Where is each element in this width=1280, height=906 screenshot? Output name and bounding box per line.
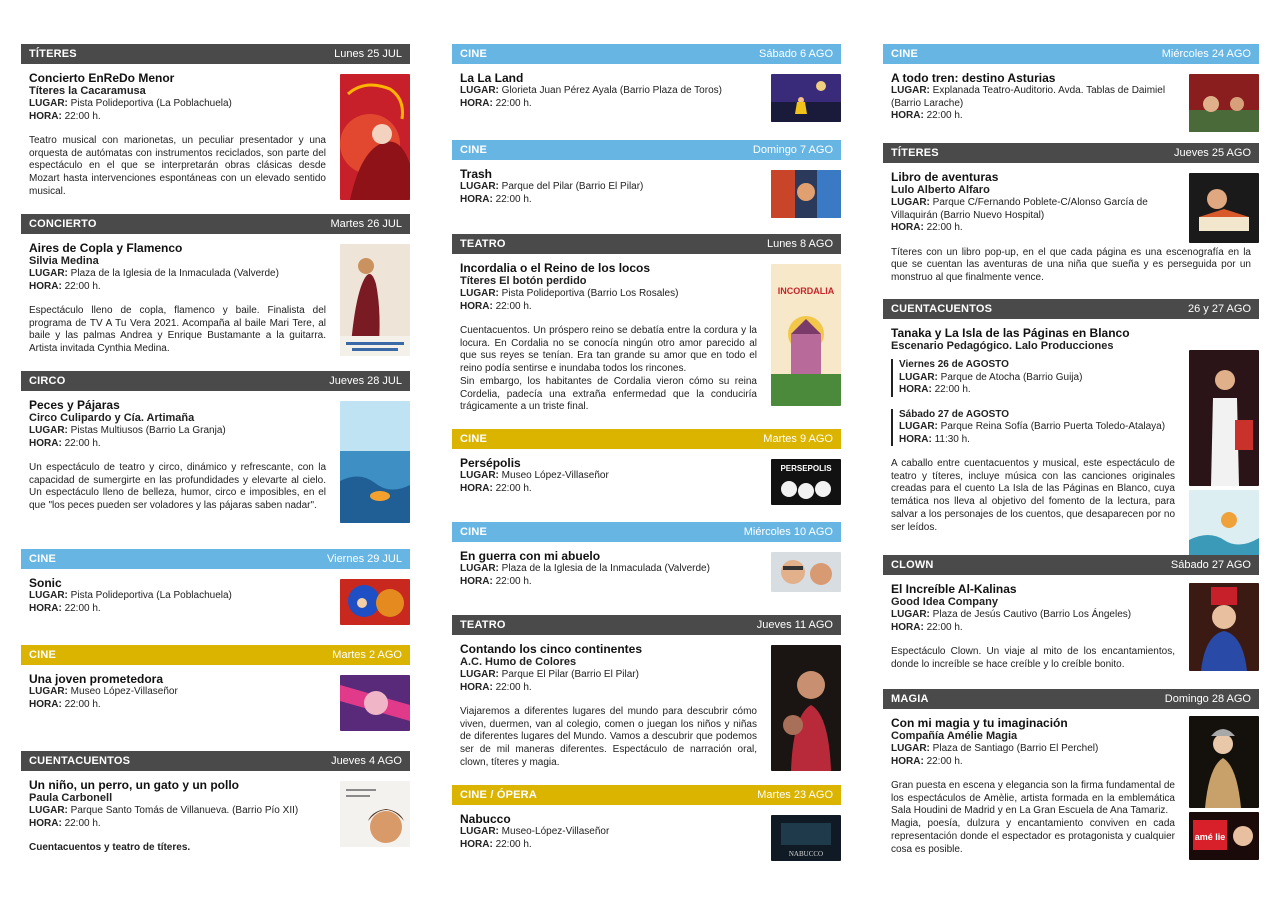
event-title: Con mi magia y tu imaginación [891, 716, 1068, 730]
venue-label: LUGAR: [29, 590, 68, 601]
event-category: CINE [460, 144, 488, 156]
event-subtitle: A.C. Humo de Colores [460, 656, 577, 668]
event-header [883, 44, 1259, 64]
event-venue: Pistas Multiusos (Barrio La Granja) [70, 425, 226, 436]
event-subtitle: Good Idea Company [891, 596, 998, 608]
event-description: Un espectáculo de teatro y circo, dinámico y refrescante, con la capacidad de sumergirte en las profundidades y elevarte al cielo. Un espectáculo lleno de belleza, humor, circo e imposibles, en el que "los peces pueden ser voladores y las pájaras saben nadar". [29, 462, 326, 512]
event-poster [771, 645, 841, 771]
time-label: HORA: [899, 433, 932, 445]
venue-label: LUGAR: [29, 425, 68, 436]
event-time: 22:00 h. [64, 698, 101, 710]
event-title: Libro de aventuras [891, 170, 999, 184]
time-label: HORA: [29, 437, 62, 449]
event-description: Espectáculo lleno de copla, flamenco y baile. Finalista del programa de TV A Tu Vera 2021. Acompaña al baile Mari Tere, al baile y las palmas Andrea y Enrique Bustamante a la guitarra. Artista invitada Cynthia Medina. [29, 305, 326, 355]
venue-label: LUGAR: [460, 669, 499, 680]
time-label: HORA: [891, 110, 924, 121]
event-time: 22:00 h. [926, 755, 963, 767]
event-sonic [21, 549, 410, 615]
session-day: Sábado 27 de AGOSTO [899, 408, 1010, 420]
event-category: CINE / ÓPERA [460, 789, 537, 801]
time-label: HORA: [460, 300, 493, 312]
event-poster [340, 781, 410, 847]
event-header [452, 140, 841, 160]
event-title: Una joven prometedora [29, 672, 164, 686]
venue-label: LUGAR: [460, 288, 499, 299]
event-poster [771, 264, 841, 406]
event-date: Jueves 4 AGO [331, 755, 402, 767]
event-contando-los-cinco-continentes [452, 615, 841, 770]
time-label: HORA: [460, 97, 493, 109]
event-poster [340, 74, 410, 200]
event-concierto-enredo-menor [21, 44, 410, 199]
time-label: HORA: [891, 222, 924, 233]
event-title: Trash [460, 167, 493, 181]
event-header [21, 549, 410, 569]
event-date: Martes 26 JUL [330, 218, 402, 230]
event-poster [771, 552, 841, 592]
event-poster [771, 815, 841, 861]
event-time: 22:00 h. [926, 621, 963, 633]
poster-title: NABUCCO [788, 850, 824, 858]
event-header [21, 751, 410, 771]
event-poster [771, 459, 841, 505]
event-subtitle: Silvia Medina [29, 255, 99, 267]
time-label: HORA: [29, 698, 62, 710]
time-label: HORA: [891, 621, 924, 633]
event-title: Contando los cinco continentes [460, 642, 643, 656]
event-header [21, 371, 410, 391]
event-time: 22:00 h. [64, 437, 101, 449]
poster-title: INCORDALIA [777, 286, 835, 296]
event-venue: Plaza de Santiago (Barrio El Perchel) [932, 743, 1099, 754]
event-venue: Museo López-Villaseñor [501, 470, 609, 481]
event-date: Viernes 29 JUL [326, 553, 402, 565]
event-header [452, 44, 841, 64]
event-la-la-land [452, 44, 841, 110]
event-tanaka [883, 299, 1259, 534]
event-poster [771, 170, 841, 218]
venue-label: LUGAR: [891, 609, 930, 620]
event-title: Nabucco [460, 812, 511, 826]
session-time: 22:00 h. [934, 384, 971, 395]
event-venue: Museo López-Villaseñor [70, 686, 178, 697]
event-poster [1189, 716, 1259, 808]
event-title: Peces y Pájaras [29, 398, 120, 412]
event-time: 22:00 h. [926, 222, 963, 233]
event-category: MAGIA [891, 693, 929, 705]
time-label: HORA: [460, 575, 493, 587]
event-description: Cuentacuentos y teatro de títeres. [29, 842, 191, 853]
event-date: Jueves 25 AGO [1173, 147, 1251, 159]
event-venue: Parque del Pilar (Barrio El Pilar) [501, 181, 644, 192]
event-incordalia [452, 234, 841, 414]
time-label: HORA: [29, 602, 62, 614]
program-column-2 [452, 0, 841, 906]
event-un-nino-un-perro [21, 751, 410, 855]
event-category: CUENTACUENTOS [29, 755, 131, 767]
event-title: Persépolis [460, 456, 521, 470]
event-nabucco [452, 785, 841, 858]
event-subtitle: Paula Carbonell [29, 792, 113, 804]
event-header [452, 785, 841, 805]
poster-title: PERSEPOLIS [780, 464, 832, 473]
event-header [452, 429, 841, 449]
event-venue: Pista Polideportiva (Barrio Los Rosales) [501, 288, 679, 299]
event-header [883, 299, 1259, 319]
event-venue: Museo-López-Villaseñor [501, 826, 610, 837]
venue-label: LUGAR: [29, 686, 68, 697]
event-date: Lunes 8 AGO [766, 238, 833, 250]
event-header [21, 214, 410, 234]
event-description-2: Sin embargo, los habitantes de Cordalia vieron cómo su reina Cordelia, padecía una extraña enfermedad que la conduciría trágicamente a un triste final. [460, 375, 757, 413]
event-category: CINE [891, 48, 919, 60]
event-category: TEATRO [460, 619, 506, 631]
event-header [452, 522, 841, 542]
event-poster [340, 244, 410, 356]
event-description: A caballo entre cuentacuentos y musical, este espectáculo de teatro y títeres, incluye música con las canciones originales creadas para el cuento La Isla de las Páginas en Blanco, cuya temática nos lleva al objetivo del fomento de la lectura, para salvar a los personajes de los cuentos, que desaparecen por no ser leídos. [891, 458, 1175, 533]
event-title: Aires de Copla y Flamenco [29, 241, 183, 255]
event-date: Miércoles 24 AGO [1161, 48, 1251, 60]
event-subtitle: Circo Culipardo y Cía. Artimaña [29, 412, 195, 424]
program-column-3 [883, 0, 1259, 906]
event-time: 22:00 h. [64, 817, 101, 829]
event-libro-de-aventuras [883, 143, 1259, 285]
session-block [891, 359, 1175, 397]
venue-label: LUGAR: [29, 98, 68, 109]
event-date: Martes 23 AGO [757, 789, 833, 801]
event-description: Viajaremos a diferentes lugares del mundo para descubrir cómo viven, duermen, van al colegio, comen o juegan los niños y niñas de diferentes lugares del Mundo. Vamos a descubrir que podemos ser de mil maneras diferentes. Espectáculo de narración oral, clown, títeres y magia. [460, 706, 757, 768]
event-poster-2 [1189, 812, 1259, 860]
event-poster-2 [1189, 490, 1259, 560]
event-category: CINE [460, 526, 488, 538]
event-date: Domingo 7 AGO [752, 144, 833, 156]
event-title: Sonic [29, 576, 62, 590]
session-venue: Parque de Atocha (Barrio Guija) [940, 371, 1083, 383]
event-subtitle: Títeres la Cacaramusa [29, 85, 146, 97]
event-subtitle: Títeres El botón perdido [460, 275, 587, 287]
event-category: CIRCO [29, 375, 66, 387]
session-venue: Parque Reina Sofía (Barrio Puerta Toledo-Atalaya) [940, 421, 1166, 432]
session-time: 11:30 h. [934, 433, 970, 445]
event-title: La La Land [460, 71, 524, 85]
event-title: A todo tren: destino Asturias [891, 71, 1056, 85]
event-time: 22:00 h. [64, 110, 101, 122]
event-aires-de-copla [21, 214, 410, 356]
event-venue: Plaza de Jesús Cautivo (Barrio Los Ángeles) [932, 609, 1132, 620]
time-label: HORA: [460, 482, 493, 494]
venue-label: LUGAR: [891, 743, 930, 754]
event-title: Tanaka y La Isla de las Páginas en Blanco [891, 326, 1130, 340]
event-description: Cuentacuentos. Un próspero reino se debatía entre la cordura y la locura. En Cordalia no se conocía ningún otro amor parecido al que sus reyes se tenían. Era tan grande su amor que en todo el reino podía sentirse e inundaba todos los rincones. [460, 325, 757, 375]
event-category: CINE [460, 48, 488, 60]
event-el-increible-al-kalinas [883, 555, 1259, 671]
event-venue: Plaza de la Iglesia de la Inmaculada (Valverde) [501, 563, 710, 574]
event-title: Incordalia o el Reino de los locos [460, 261, 651, 275]
event-date: Jueves 28 JUL [329, 375, 402, 387]
event-date: Lunes 25 JUL [334, 48, 402, 60]
venue-label: LUGAR: [460, 826, 499, 837]
event-venue: Parque C/Fernando Poblete-C/Alonso García de Villaquirán (Barrio Nuevo Hospital) [891, 197, 1148, 221]
event-poster [340, 401, 410, 523]
event-date: Martes 2 AGO [332, 649, 402, 661]
event-date: Jueves 11 AGO [756, 619, 833, 631]
event-time: 22:00 h. [926, 110, 963, 121]
event-persepolis [452, 429, 841, 495]
event-description: Teatro musical con marionetas, un peculiar presentador y una orquesta de autómatas con instrumentos reciclados, son parte del espectáculo en el que se interpretarán obras clásicas desde Mozart hasta intervenciones espontáneas con un elevado sentido musical. [29, 135, 326, 197]
event-header [452, 234, 841, 254]
session-block [891, 409, 1175, 447]
event-category: TÍTERES [891, 147, 939, 159]
venue-label: LUGAR: [899, 421, 938, 432]
event-time: 22:00 h. [495, 482, 532, 494]
event-poster [340, 579, 410, 625]
event-category: CINE [29, 649, 57, 661]
time-label: HORA: [460, 838, 493, 850]
event-title: Concierto EnReDo Menor [29, 71, 175, 85]
venue-label: LUGAR: [891, 197, 930, 208]
event-time: 22:00 h. [64, 280, 101, 292]
event-venue: Pista Polideportiva (La Poblachuela) [70, 98, 232, 109]
event-en-guerra-con-mi-abuelo [452, 522, 841, 588]
event-category: TÍTERES [29, 48, 77, 60]
event-date: Miércoles 10 AGO [743, 526, 833, 538]
event-poster [1189, 583, 1259, 671]
event-description: Gran puesta en escena y elegancia son la firma fundamental de los espectáculos de Amèlie, artista formada en la emblemática Sala Houdini de Madrid y en La Gran Escuela de Ana Tamariz. [891, 780, 1175, 817]
event-poster [771, 74, 841, 122]
venue-label: LUGAR: [29, 268, 68, 279]
venue-label: LUGAR: [460, 470, 499, 481]
event-subtitle: Lulo Alberto Alfaro [891, 184, 990, 196]
venue-label: LUGAR: [460, 563, 499, 574]
event-venue: Parque Santo Tomás de Villanueva. (Barrio Pío XII) [70, 805, 299, 816]
event-header [452, 615, 841, 635]
time-label: HORA: [899, 384, 932, 395]
event-description: Espectáculo Clown. Un viaje al mito de los encantamientos, donde lo increíble se hace creíble y lo creíble bonito. [891, 646, 1175, 670]
event-venue: Pista Polideportiva (La Poblachuela) [70, 590, 232, 601]
event-header [883, 689, 1259, 709]
time-label: HORA: [29, 110, 62, 122]
time-label: HORA: [460, 681, 493, 693]
event-category: CINE [29, 553, 57, 565]
event-date: Sábado 27 AGO [1170, 559, 1251, 571]
event-time: 22:00 h. [495, 193, 532, 205]
session-day: Viernes 26 de AGOSTO [899, 359, 1009, 370]
event-title: En guerra con mi abuelo [460, 549, 601, 563]
event-category: CUENTACUENTOS [891, 303, 993, 315]
venue-label: LUGAR: [29, 805, 68, 816]
event-venue: Glorieta Juan Pérez Ayala (Barrio Plaza de Toros) [501, 85, 722, 96]
event-title: El Increíble Al-Kalinas [891, 582, 1017, 596]
event-time: 22:00 h. [495, 97, 532, 109]
time-label: HORA: [891, 755, 924, 767]
event-time: 22:00 h. [495, 681, 532, 693]
event-description-2: Magia, poesía, dulzura y encantamiento conviven en cada representación donde el espectador es protagonista y cualquier cosa es posible. [891, 818, 1175, 855]
event-time: 22:00 h. [64, 602, 101, 614]
event-una-joven-prometedora [21, 645, 410, 711]
event-category: TEATRO [460, 238, 506, 250]
event-trash [452, 140, 841, 206]
event-header [883, 143, 1259, 163]
event-a-todo-tren [883, 44, 1259, 123]
event-category: CINE [460, 433, 488, 445]
time-label: HORA: [460, 193, 493, 205]
event-header [21, 44, 410, 64]
event-peces-y-pajaras [21, 371, 410, 513]
event-title: Un niño, un perro, un gato y un pollo [29, 778, 239, 792]
event-date: Martes 9 AGO [763, 433, 833, 445]
program-column-1 [21, 0, 410, 906]
event-header [883, 555, 1259, 575]
event-category: CONCIERTO [29, 218, 97, 230]
venue-label: LUGAR: [460, 85, 499, 96]
event-venue: Parque El Pilar (Barrio El Pilar) [501, 669, 639, 680]
time-label: HORA: [29, 280, 62, 292]
event-date: Sábado 6 AGO [759, 48, 833, 60]
event-date: Domingo 28 AGO [1164, 693, 1251, 705]
event-time: 22:00 h. [495, 300, 532, 312]
poster-title: amé lie [1194, 832, 1226, 842]
event-subtitle: Compañía Amélie Magia [891, 730, 1018, 742]
event-venue: Explanada Teatro-Auditorio. Avda. Tablas de Daimiel (Barrio Larache) [891, 85, 1166, 109]
event-time: 22:00 h. [495, 838, 532, 850]
venue-label: LUGAR: [891, 85, 930, 96]
event-venue: Plaza de la Iglesia de la Inmaculada (Valverde) [70, 268, 279, 279]
time-label: HORA: [29, 817, 62, 829]
event-category: CLOWN [891, 559, 934, 571]
event-time: 22:00 h. [495, 575, 532, 587]
event-header [21, 645, 410, 665]
event-poster [340, 675, 410, 731]
event-poster [1189, 350, 1259, 486]
event-poster [1189, 74, 1259, 132]
event-date: 26 y 27 AGO [1188, 303, 1251, 315]
venue-label: LUGAR: [460, 181, 499, 192]
event-poster [1189, 173, 1259, 243]
venue-label: LUGAR: [899, 371, 938, 383]
event-con-mi-magia [883, 689, 1259, 856]
event-subtitle: Escenario Pedagógico. Lalo Producciones [891, 340, 1114, 352]
event-description: Títeres con un libro pop-up, en el que cada página es una escenografía en la que se cuentan las aventuras de una niña que sueña y es perseguida por un monstruo al que finalmente vence. [891, 246, 1251, 283]
